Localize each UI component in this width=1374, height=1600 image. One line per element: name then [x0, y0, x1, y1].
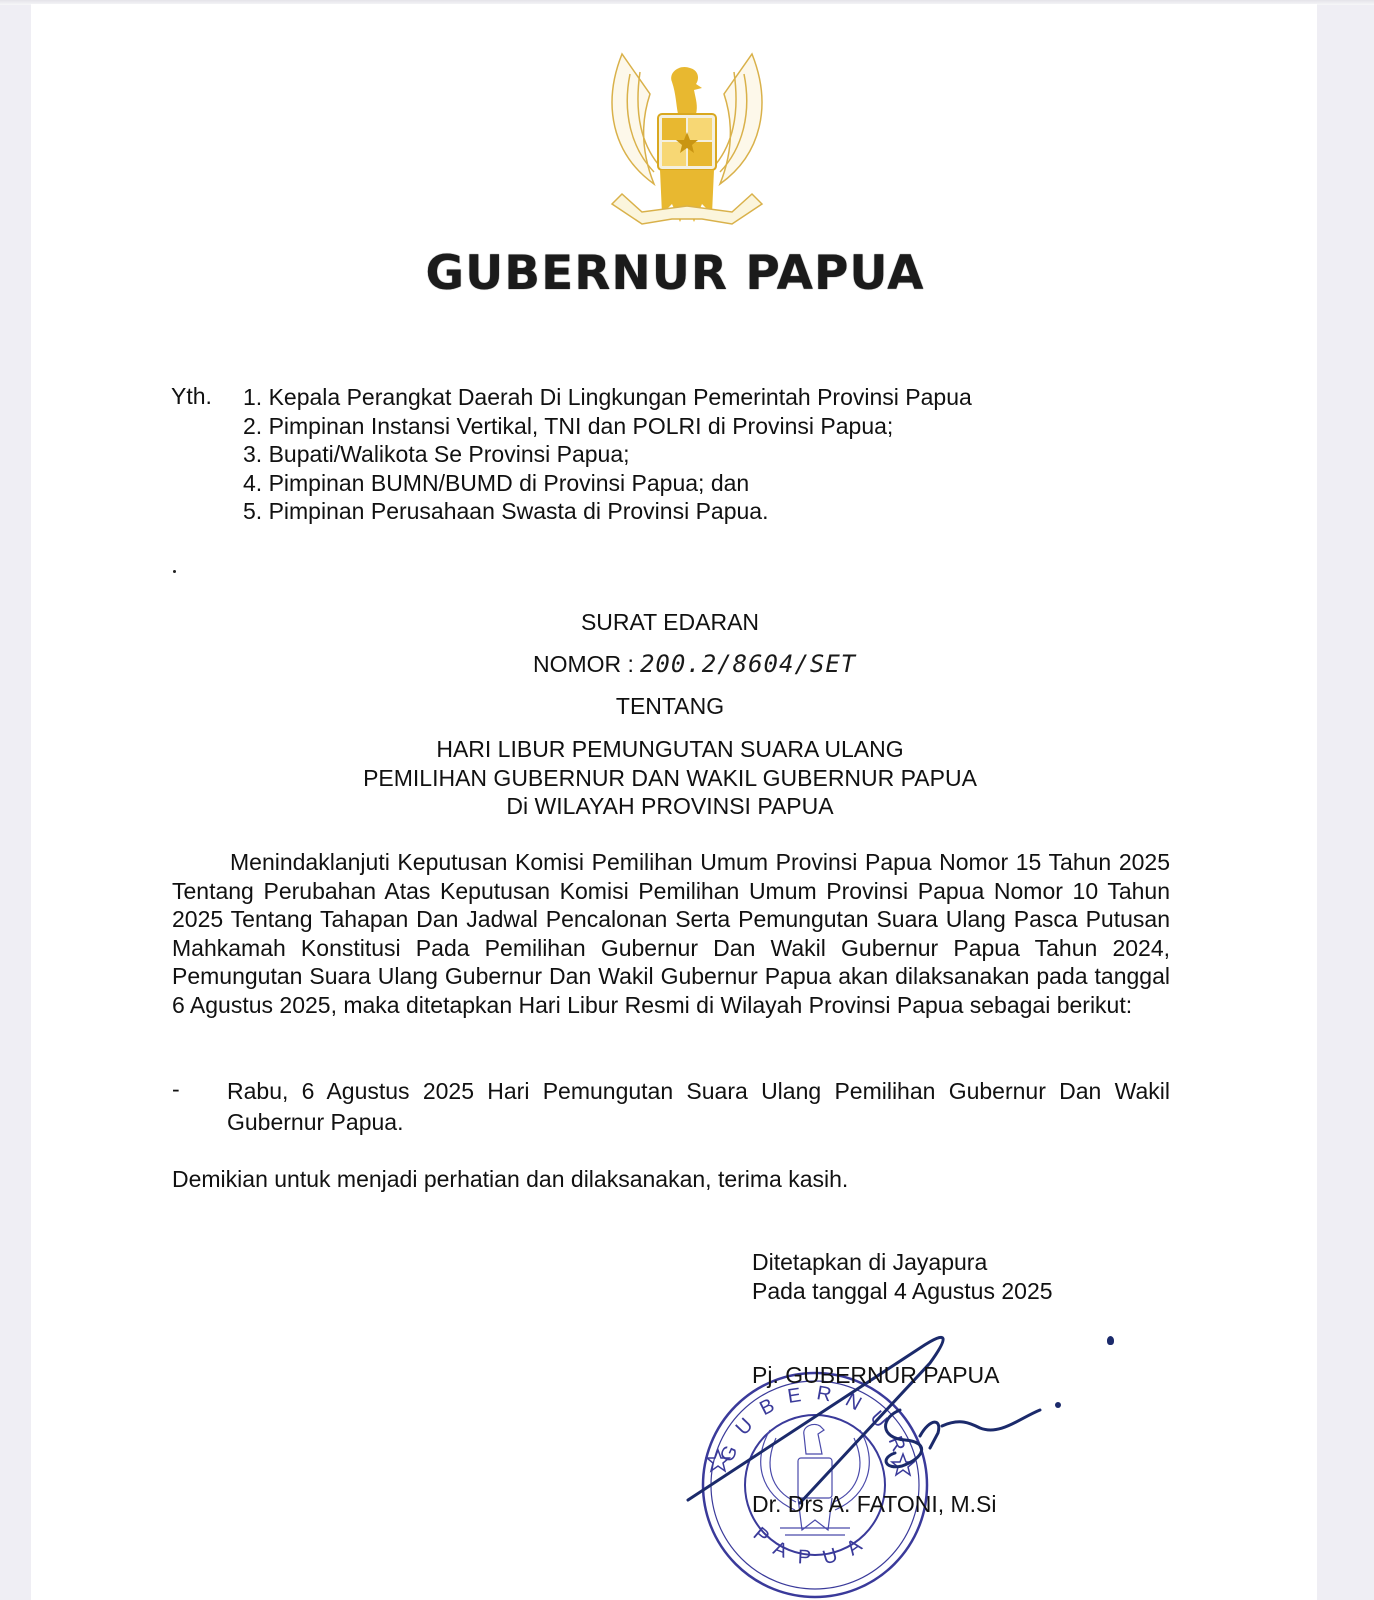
- closing-statement: Demikian untuk menjadi perhatian dan dilaksanakan, terima kasih.: [172, 1166, 849, 1192]
- issuance-date: Pada tanggal 4 Agustus 2025: [752, 1278, 1053, 1304]
- garuda-emblem-icon: [602, 44, 772, 236]
- recipient-item: 1. Kepala Perangkat Daerah Di Lingkungan Pemerintah Provinsi Papua: [243, 384, 972, 410]
- holiday-item: Rabu, 6 Agustus 2025 Hari Pemungutan Suara Ulang Pemilihan Gubernur Dan Wakil Gubernur Papua.: [227, 1078, 1170, 1135]
- document-number: [533, 650, 856, 678]
- subject-line: HARI LIBUR PEMUNGUTAN SUARA ULANG: [436, 736, 904, 762]
- bullet-marker: -: [172, 1076, 180, 1102]
- signatory-title: Pj. GUBERNUR PAPUA: [752, 1362, 1000, 1388]
- stamp-bottom-text: PAPUA: [748, 1523, 878, 1570]
- signature-icon: [680, 1318, 1080, 1518]
- recipient-list: [243, 383, 972, 526]
- recipient-item: 5. Pimpinan Perusahaan Swasta di Provinsi Papua.: [243, 498, 769, 525]
- body-paragraph: Menindaklanjuti Keputusan Komisi Pemilihan Umum Provinsi Papua Nomor 15 Tahun 2025 Tentang Perubahan Atas Keputusan Komisi Pemilihan Umum Provinsi Papua Nomor 10 Tahun 2025 Tentang Tahapan Dan Jadwal Pencalonan Serta Pemungutan Suara Ulang Pasca Putusan Mahkamah Konstitusi Pada Pemilihan Gubernur Dan Wakil Gubernur Papua Tahun 2024, Pemungutan Suara Ulang Gubernur Dan Wakil Gubernur Papua akan dilaksanakan pada tanggal 6 Agustus 2025, maka ditetapkan Hari Libur Resmi di Wilayah Provinsi Papua sebagai berikut:: [172, 849, 1170, 1018]
- signatory-name: Dr. Drs A. FATONI, M.Si: [752, 1491, 997, 1517]
- letterhead-title: GUBERNUR PAPUA: [425, 246, 925, 301]
- issuance-block: [752, 1248, 1053, 1306]
- stray-dot: [173, 570, 176, 573]
- recipient-item: 4. Pimpinan BUMN/BUMD di Provinsi Papua; dan: [243, 469, 750, 496]
- recipient-item: 2. Pimpinan Instansi Vertikal, TNI dan POLRI di Provinsi Papua;: [243, 412, 894, 439]
- addressee-label: Yth.: [171, 383, 212, 409]
- recipient-item: 3. Bupati/Walikota Se Provinsi Papua;: [243, 441, 630, 468]
- ink-mark: [1107, 1336, 1114, 1345]
- document-type: SURAT EDARAN: [580, 609, 760, 635]
- issuance-place: Ditetapkan di Jayapura: [752, 1249, 988, 1275]
- document-subject: [0, 735, 1340, 821]
- svg-text:PAPUA: [749, 1523, 878, 1569]
- subject-line: Di WILAYAH PROVINSI PAPUA: [506, 793, 834, 819]
- stamp-top-text: GUBERNUR: [715, 1382, 915, 1468]
- number-label: NOMOR :: [533, 651, 634, 677]
- subject-line: PEMILIHAN GUBERNUR DAN WAKIL GUBERNUR PAPUA: [363, 764, 977, 791]
- number-value: 200.2/8604/SET: [639, 650, 857, 678]
- about-label: TENTANG: [615, 693, 725, 719]
